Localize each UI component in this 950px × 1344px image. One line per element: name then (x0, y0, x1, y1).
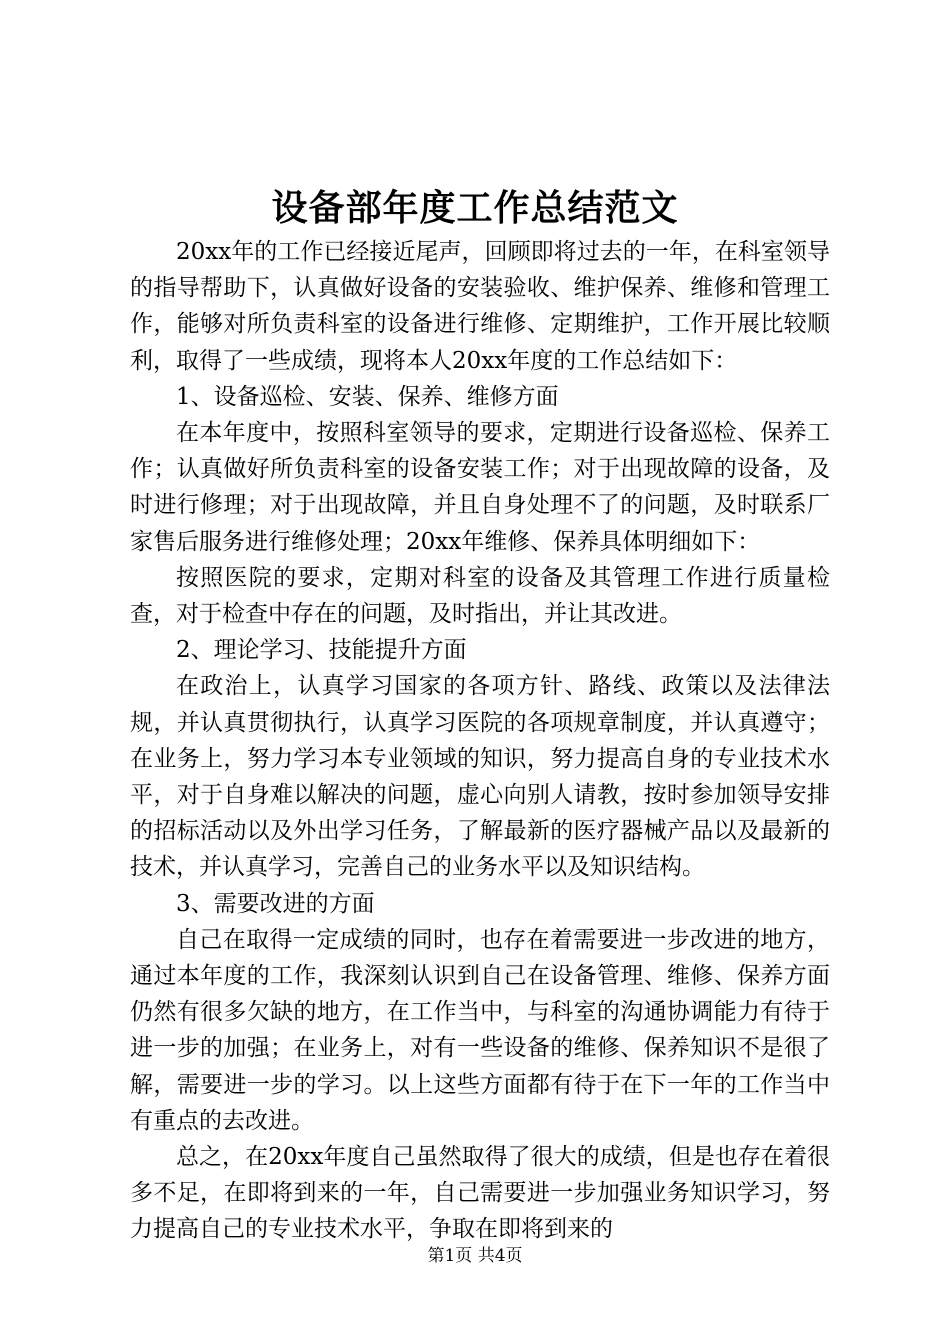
conclusion-paragraph: 总之，在20xx年度自己虽然取得了很大的成绩，但是也存在着很多不足，在即将到来的一年，自己需要进一步加强业务知识学习，努力提高自己的专业技术水平，争取在即将到来的 (130, 1144, 830, 1243)
section-heading-1: 1、设备巡检、安装、保养、维修方面 (176, 383, 559, 410)
document-body (130, 234, 830, 1248)
section-1-paragraph-2: 按照医院的要求，定期对科室的设备及其管理工作进行质量检查，对于检查中存在的问题，及时指出，并让其改进。 (130, 564, 830, 628)
section-1-paragraph-1: 在本年度中，按照科室领导的要求，定期进行设备巡检、保养工作；认真做好所负责科室的设备安装工作；对于出现故障的设备，及时进行修理；对于出现故障，并且自身处理不了的问题，及时联系厂家售后服务进行维修处理；20xx年维修、保养具体明细如下： (130, 420, 830, 555)
section-heading-2: 2、理论学习、技能提升方面 (176, 637, 467, 664)
page-number-footer: 第1页 共4页 (427, 1246, 523, 1266)
section-heading-3: 3、需要改进的方面 (176, 890, 375, 917)
section-3-paragraph: 自己在取得一定成绩的同时，也存在着需要进一步改进的地方，通过本年度的工作，我深刻认识到自己在设备管理、维修、保养方面仍然有很多欠缺的地方，在工作当中，与科室的沟通协调能力有待于进一步的加强；在业务上，对有一些设备的维修、保养知识不是很了解，需要进一步的学习。以上这些方面都有待于在下一年的工作当中有重点的去改进。 (130, 926, 830, 1134)
document-title: 设备部年度工作总结范文 (271, 187, 679, 229)
intro-paragraph: 20xx年的工作已经接近尾声，回顾即将过去的一年，在科室领导的指导帮助下，认真做好设备的安装验收、维护保养、维修和管理工作，能够对所负责科室的设备进行维修、定期维护，工作开展比较顺利，取得了一些成绩，现将本人20xx年度的工作总结如下： (130, 239, 830, 374)
section-2-paragraph: 在政治上，认真学习国家的各项方针、路线、政策以及法律法规，并认真贯彻执行，认真学习医院的各项规章制度，并认真遵守；在业务上，努力学习本专业领域的知识，努力提高自身的专业技术水平，对于自身难以解决的问题，虚心向别人请教，按时参加领导安排的招标活动以及外出学习任务，了解最新的医疗器械产品以及最新的技术，并认真学习，完善自己的业务水平以及知识结构。 (130, 673, 830, 881)
